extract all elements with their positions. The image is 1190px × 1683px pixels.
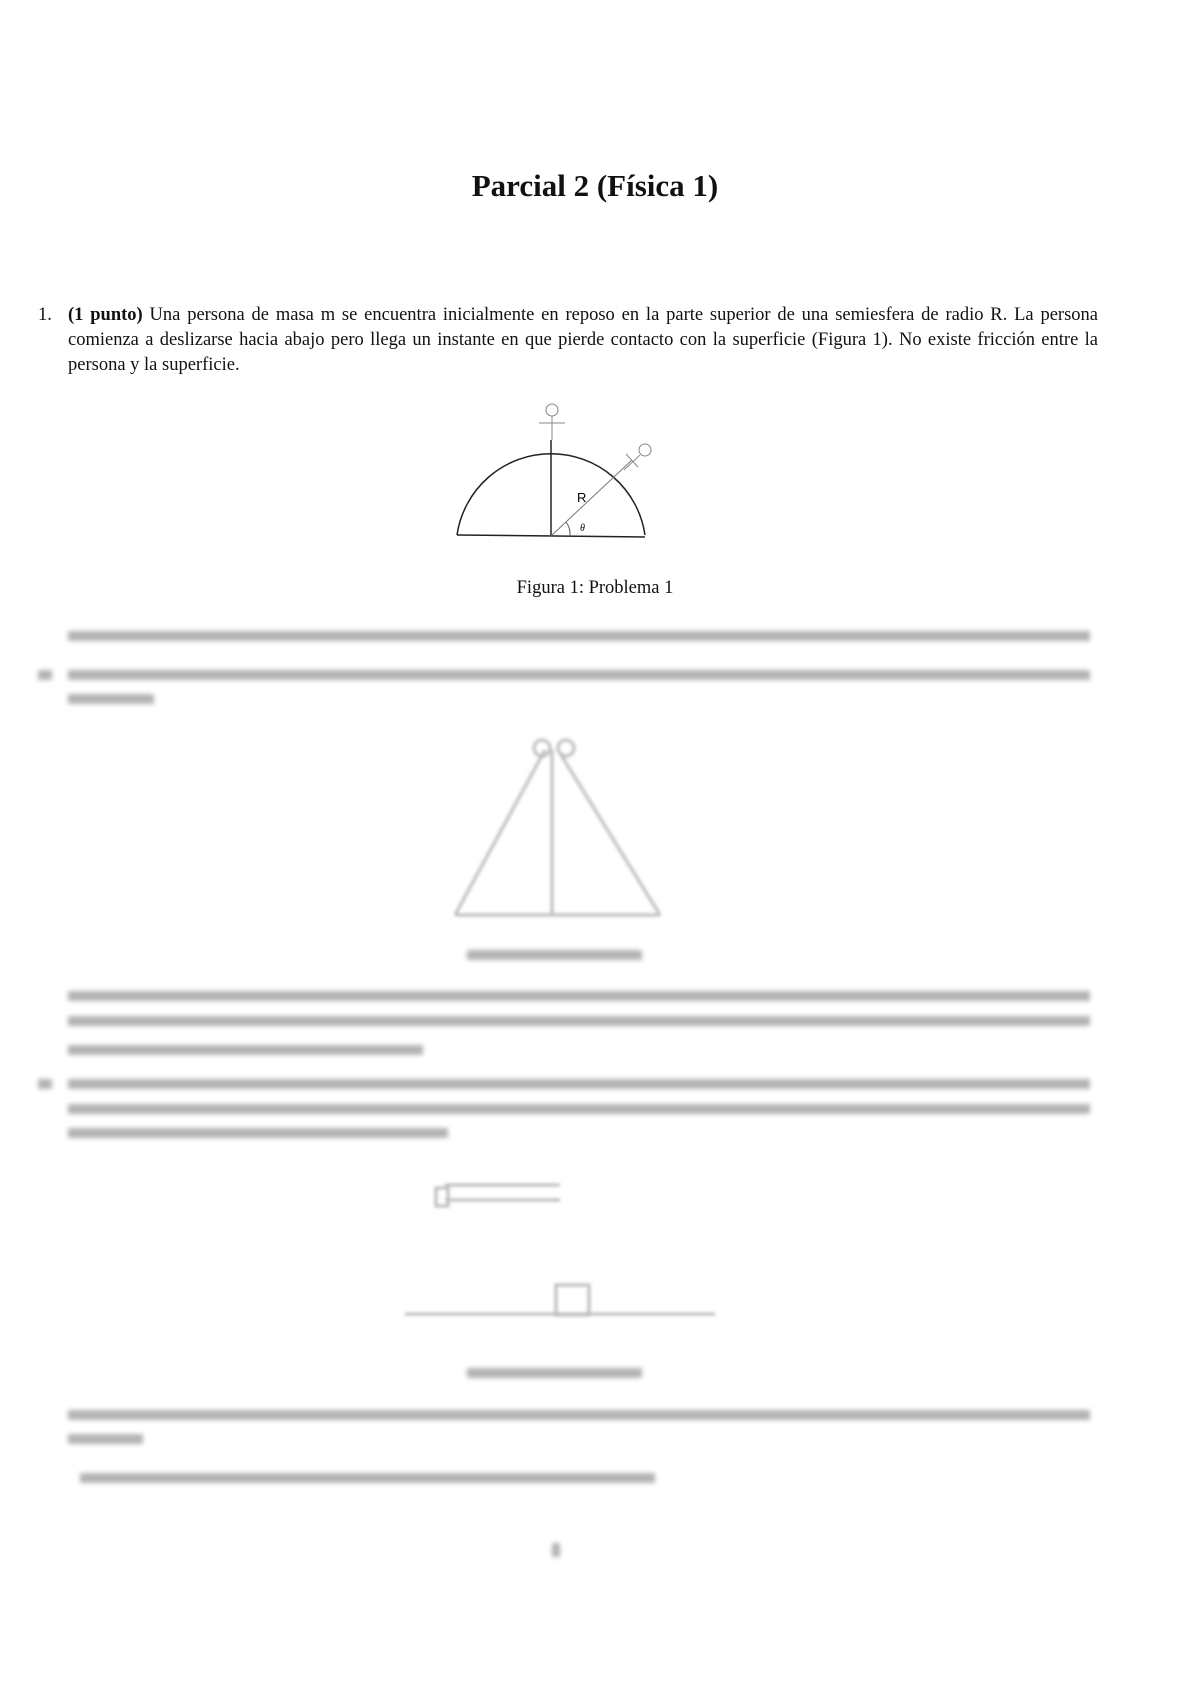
figure-1-hemisphere	[457, 404, 651, 537]
problem-number: 1.	[38, 305, 52, 325]
angle-arc	[566, 522, 570, 536]
radius-label: R	[577, 490, 587, 505]
page-title: Parcial 2 (Física 1)	[471, 168, 719, 203]
person-sliding-icon	[624, 444, 651, 470]
figure-1-caption: Figura 1: Problema 1	[516, 578, 674, 598]
figure-2-triangle-blurred	[455, 740, 660, 915]
angle-label: θ	[580, 523, 585, 534]
problem-points: (1 punto)	[68, 305, 143, 325]
radius-line	[551, 460, 632, 536]
figure-3-pendulum-blurred	[405, 1185, 715, 1315]
person-top-icon	[539, 404, 565, 440]
problem-text: Una persona de masa m se encuentra inicialmente en reposo en la parte superior de una semiesfera de radio R. La persona comienza a deslizarse hacia abajo pero llega un instante en que pierde contacto con la superficie (Figura 1). No existe fricción entre la persona y la superficie.	[68, 305, 1098, 375]
